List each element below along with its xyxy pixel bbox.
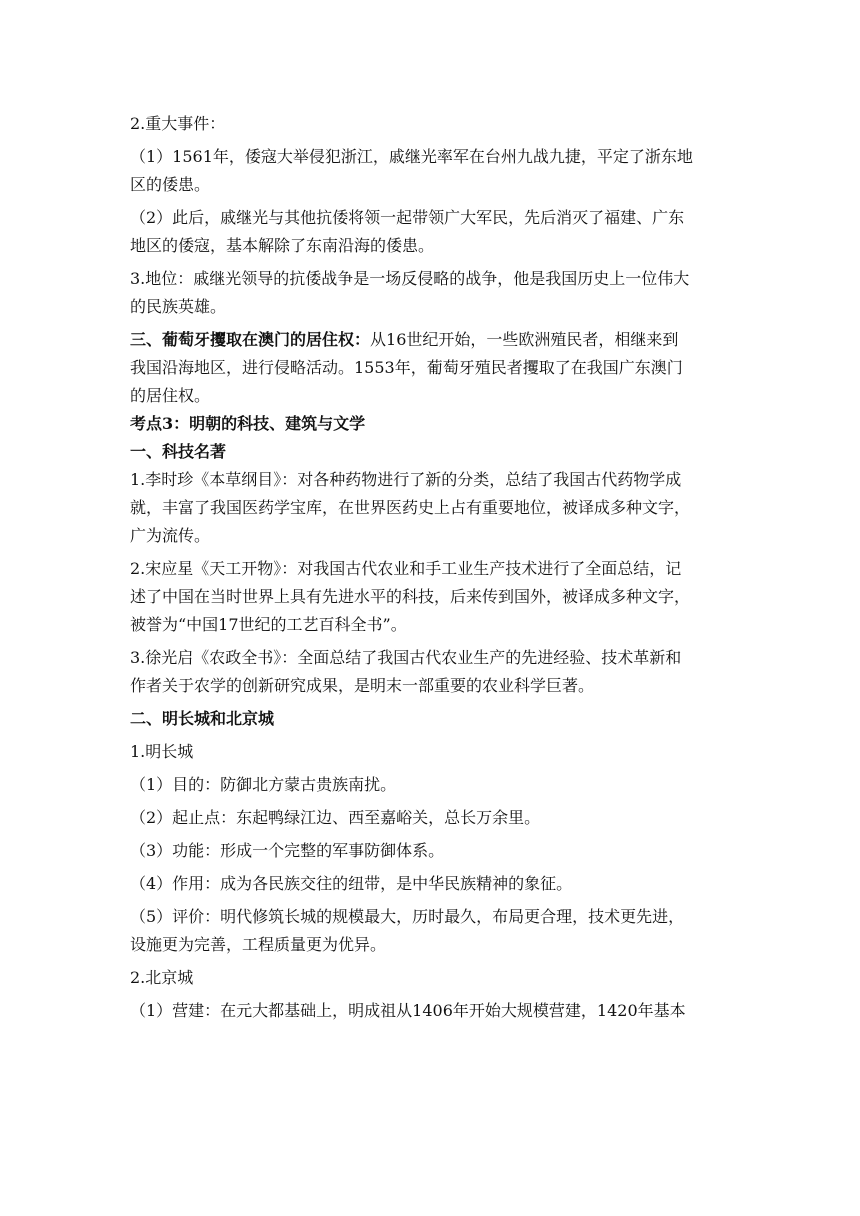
line-text: 我国沿海地区，进行侵略活动。1553年，葡萄牙殖民者攫取了在我国广东澳门: [130, 358, 683, 377]
text-line: [130, 705, 730, 733]
line-text: 2.北京城: [130, 968, 194, 987]
text-line: [130, 265, 730, 293]
line-text: 1.明长城: [130, 742, 194, 761]
text-line: [130, 964, 730, 992]
text-line: [130, 382, 730, 410]
line-text: 述了中国在当时世界上具有先进水平的科技，后来传到国外，被译成多种文字，: [130, 587, 691, 606]
text-line: [130, 171, 730, 199]
line-text: （1）营建：在元大都基础上，明成祖从1406年开始大规模营建，1420年基本: [130, 1001, 686, 1020]
line-text: （4）作用：成为各民族交往的纽带，是中华民族精神的象征。: [130, 874, 573, 893]
text-line: [130, 110, 730, 138]
line-text: 区的倭患。: [130, 175, 211, 194]
text-line: [130, 804, 730, 832]
text-line: [130, 903, 730, 931]
line-text: （1）1561年，倭寇大举侵犯浙江，戚继光率军在台州九战九捷，平定了浙东地: [130, 147, 693, 166]
line-text: 广为流传。: [130, 526, 211, 545]
text-line: [130, 837, 730, 865]
text-line: [130, 438, 730, 466]
line-text: （3）功能：形成一个完整的军事防御体系。: [130, 841, 445, 860]
line-text: 2.重大事件：: [130, 114, 226, 133]
text-line: [130, 870, 730, 898]
line-text: 3.地位：戚继光领导的抗倭战争是一场反侵略的战争，他是我国历史上一位伟大: [130, 269, 690, 288]
text-line: [130, 354, 730, 382]
section-heading: 三、葡萄牙攫取在澳门的居住权：: [130, 330, 371, 349]
line-text: 3.徐光启《农政全书》：全面总结了我国古代农业生产的先进经验、技术革新和: [130, 648, 682, 667]
line-text: 的居住权。: [130, 386, 211, 405]
line-text: 的民族英雄。: [130, 297, 227, 316]
line-text: （5）评价：明代修筑长城的规模最大，历时最久，布局更合理，技术更先进，: [130, 907, 685, 926]
text-line: [130, 410, 730, 438]
text-line: [130, 997, 730, 1025]
line-text: 地区的倭寇，基本解除了东南沿海的倭患。: [130, 236, 435, 255]
line-text: 作者关于农学的创新研究成果，是明末一部重要的农业科学巨著。: [130, 676, 595, 695]
text-line: [130, 522, 730, 550]
text-line: [130, 931, 730, 959]
line-text: （1）目的：防御北方蒙古贵族南扰。: [130, 775, 397, 794]
line-text: 设施更为完善，工程质量更为优异。: [130, 935, 387, 954]
text-line: [130, 293, 730, 321]
text-line: [130, 232, 730, 260]
text-line: [130, 672, 730, 700]
text-line: [130, 494, 730, 522]
line-text: 就，丰富了我国医药学宝库，在世界医药史上占有重要地位，被译成多种文字，: [130, 498, 691, 517]
text-line: [130, 583, 730, 611]
text-line: [130, 555, 730, 583]
text-line: [130, 143, 730, 171]
text-line: [130, 326, 730, 354]
text-line: [130, 738, 730, 766]
document-page: [130, 110, 730, 1025]
line-text: 一、科技名著: [130, 442, 227, 461]
line-text: 被誉为“中国17世纪的工艺百科全书”。: [130, 615, 407, 634]
line-text: 二、明长城和北京城: [130, 709, 275, 728]
line-text: 1.李时珍《本草纲目》：对各种药物进行了新的分类，总结了我国古代药物学成: [130, 470, 682, 489]
text-line: [130, 204, 730, 232]
line-text: 从16世纪开始，一些欧洲殖民者，相继来到: [370, 330, 679, 349]
line-text: 考点3：明朝的科技、建筑与文学: [130, 414, 366, 433]
line-text: 2.宋应星《天工开物》：对我国古代农业和手工业生产技术进行了全面总结，记: [130, 559, 682, 578]
line-text: （2）起止点：东起鸭绿江边、西至嘉峪关，总长万余里。: [130, 808, 541, 827]
text-line: [130, 466, 730, 494]
text-line: [130, 771, 730, 799]
line-text: （2）此后，戚继光与其他抗倭将领一起带领广大军民，先后消灭了福建、广东: [130, 208, 685, 227]
text-line: [130, 611, 730, 639]
text-line: [130, 644, 730, 672]
